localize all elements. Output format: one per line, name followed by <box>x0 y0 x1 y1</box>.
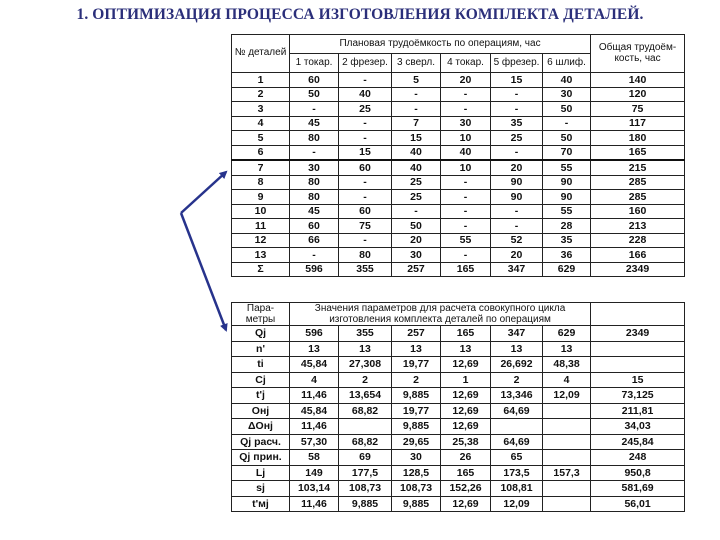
table-cell <box>591 357 685 373</box>
table-cell: 45,84 <box>290 403 339 419</box>
table-cell: 120 <box>591 87 685 102</box>
table-cell: 25 <box>392 190 441 205</box>
table-row <box>232 450 685 466</box>
table-cell: 60 <box>339 204 392 219</box>
table-row <box>232 372 685 388</box>
parameter-name-cell: sj <box>232 481 290 497</box>
table-cell: 13 <box>392 341 441 357</box>
operation-header: 2 фрезер. <box>339 54 392 73</box>
part-number-cell: 2 <box>232 87 290 102</box>
table-cell: 68,82 <box>339 403 392 419</box>
table-cell: 50 <box>543 131 591 146</box>
table-cell: 13 <box>290 341 339 357</box>
table-cell: 15 <box>339 145 392 160</box>
operation-header: 1 токар. <box>290 54 339 73</box>
table-cell: 12,69 <box>441 496 491 512</box>
table-cell: 52 <box>491 233 543 248</box>
table-cell: 9,885 <box>339 496 392 512</box>
table-row <box>232 465 685 481</box>
table-row <box>232 87 685 102</box>
table-cell: 73,125 <box>591 388 685 404</box>
table-cell: 950,8 <box>591 465 685 481</box>
table-cell: 173,5 <box>491 465 543 481</box>
table-row <box>232 131 685 146</box>
table-cell: - <box>392 102 441 117</box>
table-cell: 140 <box>591 73 685 88</box>
table-row <box>232 233 685 248</box>
table-cell: 29,65 <box>392 434 441 450</box>
table-cell <box>543 419 591 435</box>
table-cell: 19,77 <box>392 357 441 373</box>
table-cell: 347 <box>491 326 543 342</box>
table-cell: 20 <box>441 73 491 88</box>
table-cell: 211,81 <box>591 403 685 419</box>
table-row <box>232 403 685 419</box>
table-cell: 13,654 <box>339 388 392 404</box>
parameter-name-cell: t'мj <box>232 496 290 512</box>
table-cell: 26 <box>441 450 491 466</box>
table-row <box>232 326 685 342</box>
table-cell: - <box>491 145 543 160</box>
table-cell: 13 <box>543 341 591 357</box>
table-cell: 80 <box>339 248 392 263</box>
part-number-cell: 6 <box>232 145 290 160</box>
table-cell: 12,09 <box>491 496 543 512</box>
table-cell: - <box>290 102 339 117</box>
parameter-name-cell: ti <box>232 357 290 373</box>
table-cell: - <box>339 190 392 205</box>
table-cell: 45 <box>290 204 339 219</box>
table-row <box>232 341 685 357</box>
parts-number-header: № деталей <box>232 35 290 73</box>
table-cell: - <box>392 87 441 102</box>
table-cell: 57,30 <box>290 434 339 450</box>
table-cell: 12,69 <box>441 403 491 419</box>
table-cell: 11,46 <box>290 388 339 404</box>
part-number-cell: 13 <box>232 248 290 263</box>
table-cell: 26,692 <box>491 357 543 373</box>
table-cell: 45,84 <box>290 357 339 373</box>
table-row <box>232 73 685 88</box>
table-cell: 4 <box>543 372 591 388</box>
table-cell: 108,81 <box>491 481 543 497</box>
table-cell: 70 <box>543 145 591 160</box>
table-cell: 15 <box>491 73 543 88</box>
table-cell: 58 <box>290 450 339 466</box>
page-title: 1. ОПТИМИЗАЦИЯ ПРОЦЕССА ИЗГОТОВЛЕНИЯ КОМПЛЕКТА ДЕТАЛЕЙ. <box>76 6 644 23</box>
table-cell <box>491 419 543 435</box>
table-cell: 166 <box>591 248 685 263</box>
table-cell: - <box>339 73 392 88</box>
table-cell: - <box>491 102 543 117</box>
table-cell: 68,82 <box>339 434 392 450</box>
table-cell: 30 <box>441 116 491 131</box>
table-cell: 596 <box>290 262 339 277</box>
table-cell: 596 <box>290 326 339 342</box>
table-cell: 90 <box>491 190 543 205</box>
table-row <box>232 204 685 219</box>
table-cell: - <box>441 87 491 102</box>
table-cell: - <box>339 116 392 131</box>
parameter-name-cell: Lj <box>232 465 290 481</box>
table-cell: 30 <box>543 87 591 102</box>
table-cell: 9,885 <box>392 496 441 512</box>
table-cell: 19,77 <box>392 403 441 419</box>
table-cell: 117 <box>591 116 685 131</box>
table-cell: 50 <box>543 102 591 117</box>
table-cell: 165 <box>591 145 685 160</box>
table-cell: 108,73 <box>392 481 441 497</box>
part-number-cell: 10 <box>232 204 290 219</box>
table-cell: 1 <box>441 372 491 388</box>
table-cell: 15 <box>392 131 441 146</box>
table-cell: 165 <box>441 465 491 481</box>
cycle-parameters-table <box>231 302 685 512</box>
table-row <box>232 419 685 435</box>
operation-header: 5 фрезер. <box>491 54 543 73</box>
operation-header: 4 токар. <box>441 54 491 73</box>
table-cell: 40 <box>392 160 441 175</box>
part-number-cell: 5 <box>232 131 290 146</box>
table-cell: - <box>339 131 392 146</box>
parameter-name-cell: ΔОнj <box>232 419 290 435</box>
table-cell: 60 <box>290 73 339 88</box>
table-cell: 108,73 <box>339 481 392 497</box>
arrow-to-table1 <box>181 172 226 213</box>
table-cell: 10 <box>441 160 491 175</box>
table-cell: 65 <box>491 450 543 466</box>
parameter-name-cell: Qj прин. <box>232 450 290 466</box>
table-cell <box>543 481 591 497</box>
table-cell <box>543 450 591 466</box>
table-cell: 66 <box>290 233 339 248</box>
table-cell: 13 <box>491 341 543 357</box>
table-cell: - <box>290 145 339 160</box>
table-cell: 25,38 <box>441 434 491 450</box>
table-cell: 2 <box>339 372 392 388</box>
table-cell: 581,69 <box>591 481 685 497</box>
table-cell: 13,346 <box>491 388 543 404</box>
table-cell: 45 <box>290 116 339 131</box>
parameter-name-cell: Онj <box>232 403 290 419</box>
table-cell: 80 <box>290 190 339 205</box>
table-cell: 25 <box>392 175 441 190</box>
table-cell: 35 <box>491 116 543 131</box>
table-cell: 165 <box>441 262 491 277</box>
table-row <box>232 116 685 131</box>
table-row <box>232 481 685 497</box>
operation-header: 6 шлиф. <box>543 54 591 73</box>
parameter-name-cell: Cj <box>232 372 290 388</box>
table-cell: 40 <box>543 73 591 88</box>
table-cell: 60 <box>290 219 339 234</box>
table-cell: 2 <box>491 372 543 388</box>
table-cell: 152,26 <box>441 481 491 497</box>
table-cell <box>543 496 591 512</box>
table-cell: 25 <box>339 102 392 117</box>
table-cell: 5 <box>392 73 441 88</box>
table-cell: 40 <box>339 87 392 102</box>
table-cell: 30 <box>392 248 441 263</box>
table-cell: 50 <box>392 219 441 234</box>
table-cell: - <box>392 204 441 219</box>
table-cell: 2349 <box>591 262 685 277</box>
table-cell: 347 <box>491 262 543 277</box>
table-cell: 128,5 <box>392 465 441 481</box>
table-cell: 75 <box>339 219 392 234</box>
table-cell: 90 <box>543 190 591 205</box>
operation-header: 3 сверл. <box>392 54 441 73</box>
table-cell: 103,14 <box>290 481 339 497</box>
parameters-header: Пара-метры <box>232 303 290 326</box>
table-cell: 55 <box>543 160 591 175</box>
table-row <box>232 434 685 450</box>
table-cell: - <box>491 204 543 219</box>
table-cell: 28 <box>543 219 591 234</box>
table-cell: 245,84 <box>591 434 685 450</box>
table-cell: 355 <box>339 262 392 277</box>
table-cell: 15 <box>591 372 685 388</box>
table-cell: 12,69 <box>441 388 491 404</box>
table-cell: 20 <box>392 233 441 248</box>
table-cell: 12,69 <box>441 357 491 373</box>
table-row <box>232 262 685 277</box>
table-cell: 80 <box>290 175 339 190</box>
table-cell: - <box>491 219 543 234</box>
table-cell: 36 <box>543 248 591 263</box>
table-cell: 55 <box>441 233 491 248</box>
table-cell: 213 <box>591 219 685 234</box>
part-number-cell: 4 <box>232 116 290 131</box>
table-cell: - <box>290 248 339 263</box>
table-cell: - <box>339 175 392 190</box>
table-cell: 177,5 <box>339 465 392 481</box>
table-cell: - <box>441 190 491 205</box>
table-cell: 64,69 <box>491 403 543 419</box>
planned-labor-header: Плановая трудоёмкость по операциям, час <box>290 35 591 54</box>
table-cell: 64,69 <box>491 434 543 450</box>
parameter-values-header: Значения параметров для расчета совокупного цикла изготовления комплекта деталей по операциям <box>290 303 591 326</box>
table-cell: 90 <box>543 175 591 190</box>
table-cell: 55 <box>543 204 591 219</box>
table-cell: - <box>441 248 491 263</box>
table-cell: 355 <box>339 326 392 342</box>
table-row <box>232 175 685 190</box>
table-cell: - <box>543 116 591 131</box>
table-cell: 629 <box>543 326 591 342</box>
table-cell: 160 <box>591 204 685 219</box>
table-cell: 629 <box>543 262 591 277</box>
table-cell: 27,308 <box>339 357 392 373</box>
part-number-cell: 3 <box>232 102 290 117</box>
table-cell: 56,01 <box>591 496 685 512</box>
table-cell: 69 <box>339 450 392 466</box>
part-number-cell: 1 <box>232 73 290 88</box>
table-cell <box>543 403 591 419</box>
labor-intensity-table <box>231 34 685 277</box>
part-number-cell: Σ <box>232 262 290 277</box>
table-cell: 9,885 <box>392 419 441 435</box>
part-number-cell: 8 <box>232 175 290 190</box>
parameter-name-cell: t'j <box>232 388 290 404</box>
table-cell: 13 <box>339 341 392 357</box>
part-number-cell: 12 <box>232 233 290 248</box>
table-row <box>232 496 685 512</box>
table-cell: 215 <box>591 160 685 175</box>
table-row <box>232 219 685 234</box>
table-cell: - <box>441 219 491 234</box>
table-cell: 257 <box>392 326 441 342</box>
arrow-to-table2 <box>181 213 226 330</box>
table-cell: 80 <box>290 131 339 146</box>
table-cell: 9,885 <box>392 388 441 404</box>
table-row <box>232 190 685 205</box>
total-labor-header: Общая трудоём-кость, час <box>591 35 685 73</box>
table-cell: 228 <box>591 233 685 248</box>
part-number-cell: 11 <box>232 219 290 234</box>
table-cell: 180 <box>591 131 685 146</box>
table-cell: 25 <box>491 131 543 146</box>
part-number-cell: 9 <box>232 190 290 205</box>
table-cell: - <box>441 175 491 190</box>
table-cell: 13 <box>441 341 491 357</box>
table-cell: 35 <box>543 233 591 248</box>
table-cell: 248 <box>591 450 685 466</box>
table-row <box>232 145 685 160</box>
table-cell: 149 <box>290 465 339 481</box>
table-cell: - <box>441 204 491 219</box>
table-row <box>232 102 685 117</box>
table-row <box>232 160 685 175</box>
table-cell: - <box>441 102 491 117</box>
table-cell: 165 <box>441 326 491 342</box>
parameter-name-cell: Qj <box>232 326 290 342</box>
table-cell: 60 <box>339 160 392 175</box>
table-cell: 48,38 <box>543 357 591 373</box>
table-cell: 75 <box>591 102 685 117</box>
table-cell: 11,46 <box>290 419 339 435</box>
table-cell <box>339 419 392 435</box>
parameters-total-header <box>591 303 685 326</box>
table-row <box>232 357 685 373</box>
parameter-name-cell: Qj расч. <box>232 434 290 450</box>
table-cell: 11,46 <box>290 496 339 512</box>
table-cell: 7 <box>392 116 441 131</box>
table-cell: 12,69 <box>441 419 491 435</box>
table-cell: 40 <box>441 145 491 160</box>
table-row <box>232 388 685 404</box>
table-cell: 2 <box>392 372 441 388</box>
table-cell: 285 <box>591 175 685 190</box>
table-cell: 40 <box>392 145 441 160</box>
table-cell: 285 <box>591 190 685 205</box>
table-cell: 4 <box>290 372 339 388</box>
table-cell: 2349 <box>591 326 685 342</box>
part-number-cell: 7 <box>232 160 290 175</box>
table-cell: 157,3 <box>543 465 591 481</box>
table-cell: 20 <box>491 248 543 263</box>
table-cell: 10 <box>441 131 491 146</box>
table-cell: 30 <box>392 450 441 466</box>
table-cell <box>543 434 591 450</box>
parameter-name-cell: n' <box>232 341 290 357</box>
table-cell: - <box>491 87 543 102</box>
table-cell: 34,03 <box>591 419 685 435</box>
table-cell: 20 <box>491 160 543 175</box>
table-cell: 30 <box>290 160 339 175</box>
table-cell: 12,09 <box>543 388 591 404</box>
table-cell: 90 <box>491 175 543 190</box>
table-cell <box>591 341 685 357</box>
table-cell: 50 <box>290 87 339 102</box>
table-cell: - <box>339 233 392 248</box>
table-cell: 257 <box>392 262 441 277</box>
table-row <box>232 248 685 263</box>
